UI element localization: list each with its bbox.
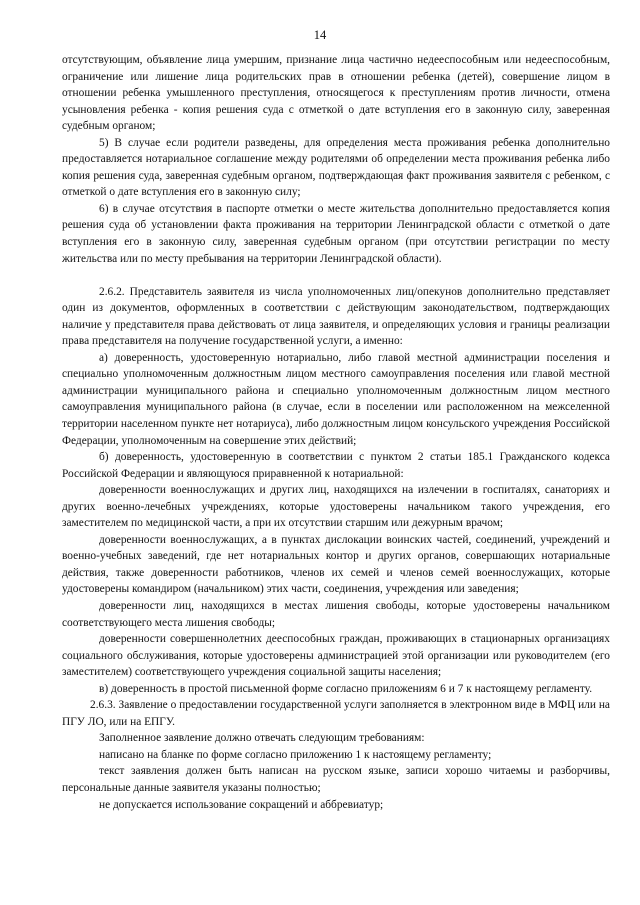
paragraph-2-6-3: 2.6.3. Заявление о предоставлении государственной услуги заполняется в электронном виде в МФЦ или на ПГУ ЛО, или на ЕПГУ. — [62, 699, 610, 728]
paragraph-military-units: доверенности военнослужащих, а в пунктах дислокации воинских частей, соединений, учреждений и военно-учебных заведений, где нет нотариальных контор и других органов, совершающих нотариальные действия, также доверенности работников, членов их семей и членов семей военнослужащих, которые удостоверены командиром (начальником) этих части, соединения, учреждения или заведения; — [62, 533, 610, 596]
paragraph-item-v: в) доверенность в простой письменной форме согласно приложениям 6 и 7 к настоящему регламенту. — [99, 682, 593, 695]
paragraph-prison: доверенности лиц, находящихся в местах лишения свободы, которые удостоверены начальником соответствующего места лишения свободы; — [62, 600, 610, 629]
document-body — [62, 52, 610, 813]
paragraph-item-b: б) доверенность, удостоверенную в соответствии с пунктом 2 статьи 185.1 Гражданского кодекса Российской Федерации и являющуюся приравненной к нотариальной: — [62, 451, 610, 480]
page-number: 14 — [313, 28, 327, 42]
paragraph-2-6-2: 2.6.2. Представитель заявителя из числа уполномоченных лиц/опекунов дополнительно представляет один из документов, оформленных в соответствии с действующим законодательством, подтверждающих наличие у представителя права действовать от лица заявителя, и определяющих условия и границы реализации права представителя на получение государственной услуги, а именно: — [62, 285, 610, 348]
paragraph-continuation: отсутствующим, объявление лица умершим, признание лица частично недееспособным или недееспособным, ограничение или лишение лица родительских прав в отношении ребенка (детей), совершение лицом в отношении ребенка умышленного преступления, относящегося к преступлениям против личности, отмена усыновления ребенка - копия решения суда с отметкой о дате вступления его в законную силу, заверенная судебным органом; — [62, 54, 610, 133]
paragraph-abbreviations: не допускается использование сокращений и аббревиатур; — [99, 798, 384, 811]
paragraph-spacer — [62, 267, 610, 284]
paragraph-social-care: доверенности совершеннолетних дееспособных граждан, проживающих в стационарных организациях социального обслуживания, которые удостоверены администрацией этой организации или руководителем (его заместителем) соответствующего учреждения социальной защиты населения; — [62, 633, 610, 679]
paragraph-requirements: Заполненное заявление должно отвечать следующим требованиям: — [99, 732, 425, 745]
paragraph-item-5: 5) В случае если родители разведены, для определения места проживания ребенка дополнительно предоставляется нотариальное соглашение между родителями об определении места проживания ребенка либо копия решения суда, заверенная судебным органом, подтверждающая факт проживания заявителя с ребенком, с отметкой о дате вступления его в законную силу; — [62, 136, 610, 199]
paragraph-item-6: 6) в случае отсутствия в паспорте отметки о месте жительства дополнительно предоставляется копия решения суда об установлении факта проживания на территории Ленинградской области с отметкой о дате вступления его в законную силу, заверенная судебным органом (при отсутствии регистрации по месту жительства или по месту пребывания на территории Ленинградской области). — [62, 202, 610, 265]
paragraph-military-hospital: доверенности военнослужащих и других лиц, находящихся на излечении в госпиталях, санаториях и других военно-лечебных учреждениях, которые удостоверены начальником такого учреждения, его заместителем по медицинской части, а при их отсутствии старшим или дежурным врачом; — [62, 484, 610, 530]
paragraph-form: написано на бланке по форме согласно приложению 1 к настоящему регламенту; — [99, 748, 492, 761]
paragraph-item-a: а) доверенность, удостоверенную нотариально, либо главой местной администрации поселения и специально уполномоченным должностным лицом местного самоуправления поселения или главой местной администрации муниципального района и специально уполномоченным должностным лицом местного самоуправления муниципального района (в случае, если в поселении или расположенном на межселенной территории населенном пункте нет нотариуса), либо должностным лицом консульского учреждения Российской Федерации, уполномоченным на совершение этих действий; — [62, 351, 610, 447]
paragraph-language: текст заявления должен быть написан на русском языке, записи хорошо читаемы и разборчивы, персональные данные заявителя указаны полностью; — [62, 765, 610, 795]
